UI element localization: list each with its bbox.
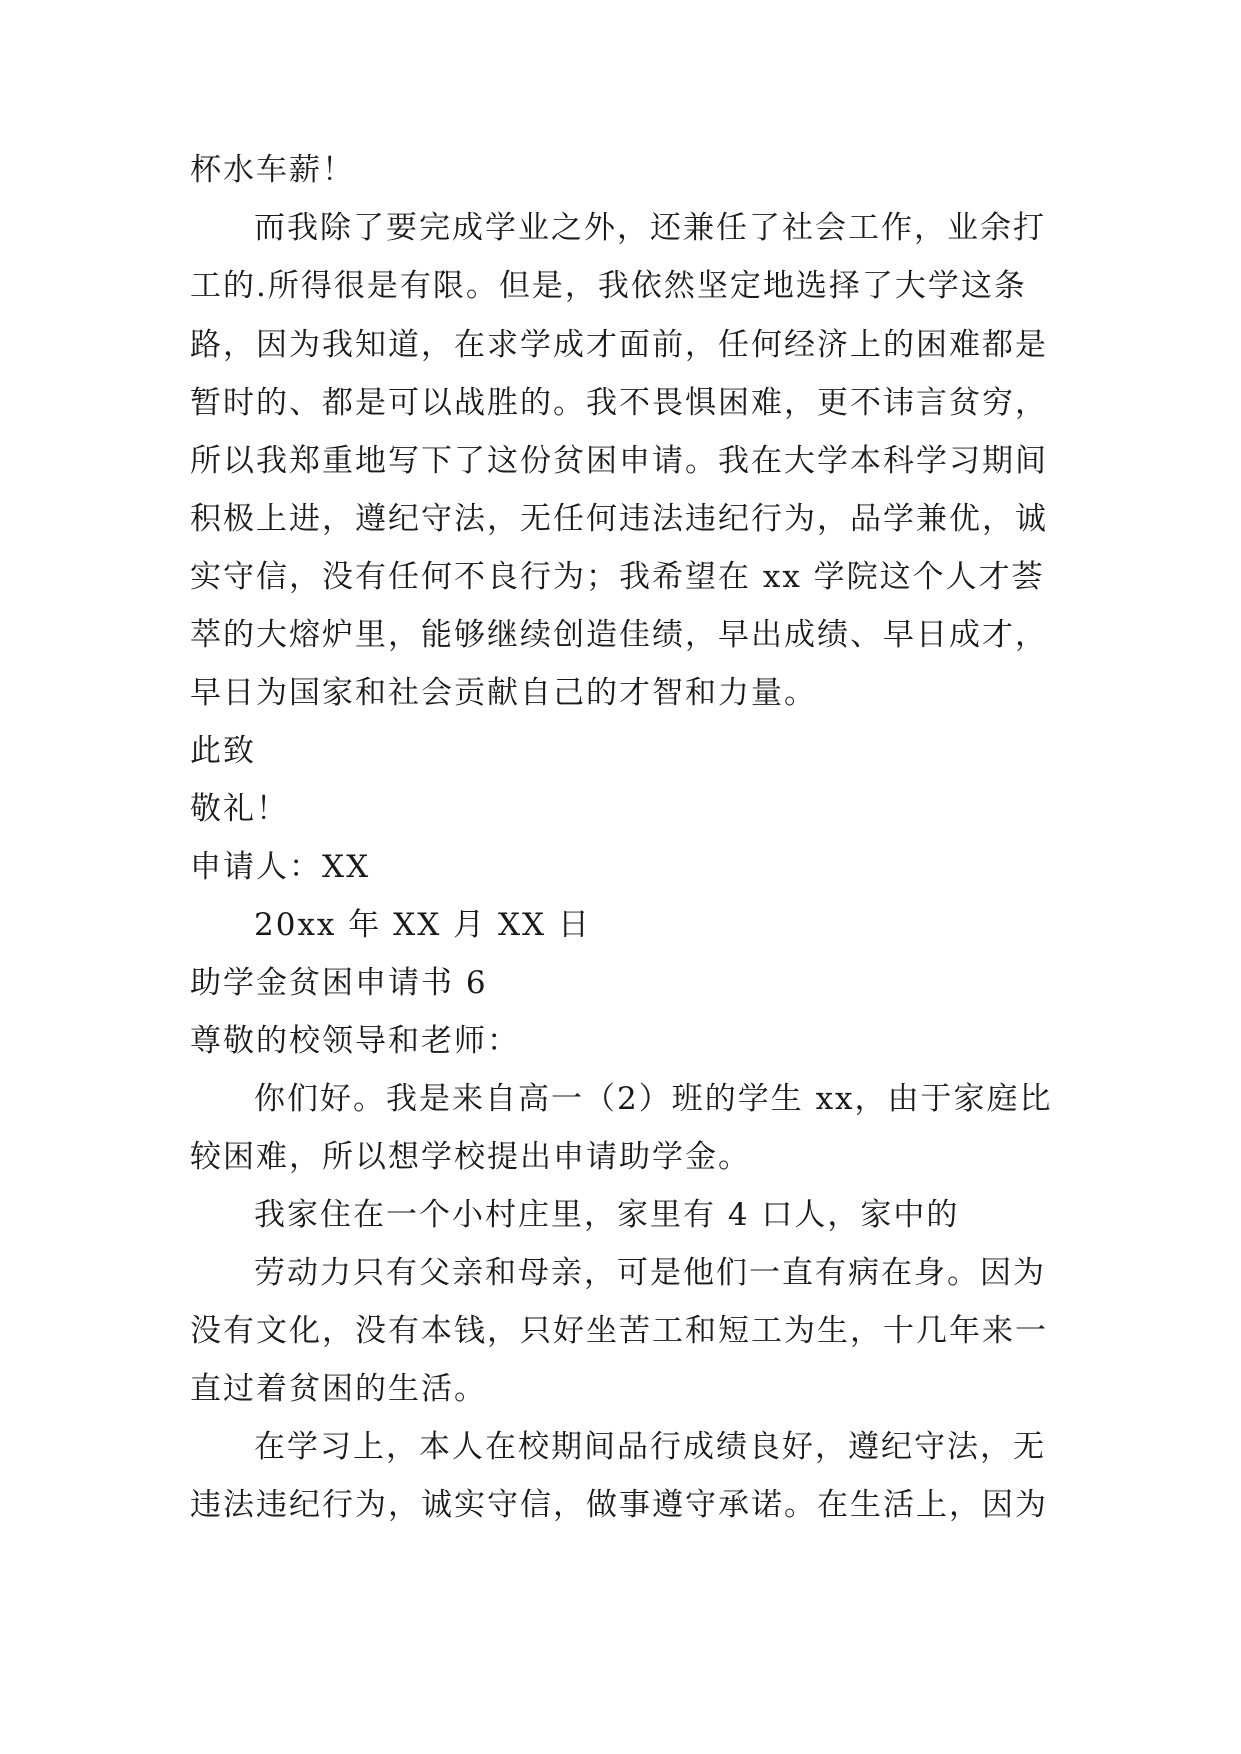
text-line: 萃的大熔炉里，能够继续创造佳绩，早出成绩、早日成才， [190,617,1048,653]
closing-line: 此致 [190,733,256,769]
text-line: 实守信，没有任何不良行为；我希望在 xx 学院这个人才荟 [190,559,1045,595]
greeting-line: 尊敬的校领导和老师： [190,1023,520,1059]
date-line: 20xx 年 XX 月 XX 日 [254,907,591,943]
text-line: 直过着贫困的生活。 [190,1371,487,1407]
text-line: 没有文化，没有本钱，只好坐苦工和短工为生，十几年来一 [190,1313,1048,1349]
text-line: 路，因为我知道，在求学成才面前，任何经济上的困难都是 [190,327,1048,363]
text-line: 较困难，所以想学校提出申请助学金。 [190,1139,751,1175]
text-line: 工的.所得很是有限。但是，我依然坚定地选择了大学这条 [190,268,1027,304]
paragraph-start-line: 我家住在一个小村庄里，家里有 4 口人，家中的 [254,1197,960,1233]
text-line: 早日为国家和社会贡献自己的才智和力量。 [190,675,817,711]
section-title: 助学金贫困申请书 6 [190,965,488,1001]
text-line: 杯水车薪！ [190,152,355,188]
text-line: 积极上进，遵纪守法，无任何违法违纪行为，品学兼优，诚 [190,501,1048,537]
paragraph-start-line: 在学习上，本人在校期间品行成绩良好，遵纪守法，无 [254,1429,1046,1465]
text-line: 违法违纪行为，诚实守信，做事遵守承诺。在生活上，因为 [190,1487,1048,1523]
paragraph-start-line: 而我除了要完成学业之外，还兼任了社会工作，业余打 [254,210,1046,246]
text-line: 暂时的、都是可以战胜的。我不畏惧困难，更不讳言贫穷， [190,385,1048,421]
paragraph-start-line: 劳动力只有父亲和母亲，可是他们一直有病在身。因为 [254,1255,1046,1291]
text-line: 所以我郑重地写下了这份贫困申请。我在大学本科学习期间 [190,443,1048,479]
paragraph-start-line: 你们好。我是来自高一（2）班的学生 xx，由于家庭比 [254,1081,1053,1117]
salutation-line: 敬礼！ [190,791,289,827]
applicant-line: 申请人：XX [190,849,371,885]
